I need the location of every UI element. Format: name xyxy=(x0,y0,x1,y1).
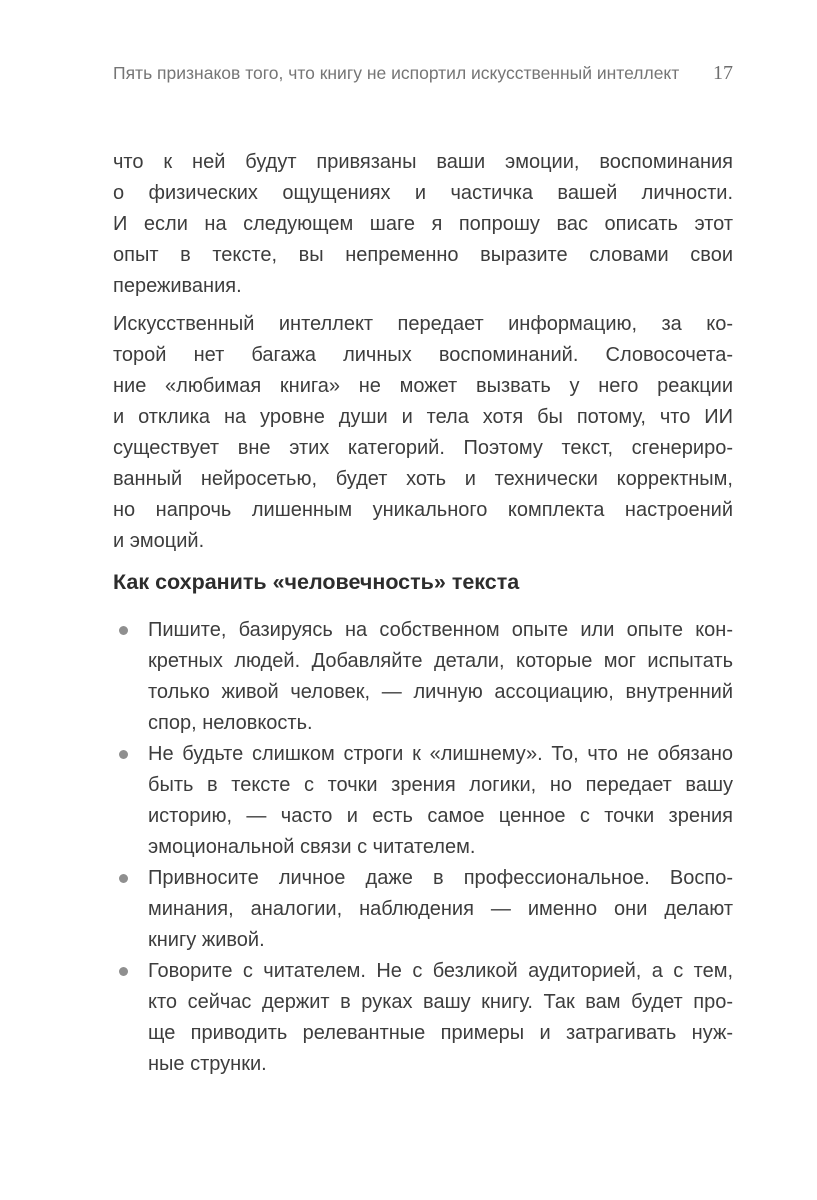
text-line: кто сейчас держит в руках вашу книгу. Так вам будет про- xyxy=(148,990,733,1013)
text-line: ные струнки. xyxy=(148,1052,267,1075)
text-line: кретных людей. Добавляйте детали, которые мог испытать xyxy=(148,649,733,672)
text-line: но напрочь лишенным уникального комплекта настроений xyxy=(113,499,733,521)
paragraph xyxy=(113,309,733,557)
text-line: торой нет багажа личных воспоминаний. Словосочета- xyxy=(113,344,733,366)
text-line: минания, аналогии, наблюдения — именно они делают xyxy=(148,897,733,920)
text-line: Искусственный интеллект передает информацию, за ко- xyxy=(113,313,733,335)
paragraph xyxy=(113,147,733,302)
text-line: ние «любимая книга» не может вызвать у него реакции xyxy=(113,375,733,397)
bullet-dot-icon xyxy=(119,750,128,759)
text-line: Не будьте слишком строги к «лишнему». То, что не обязано xyxy=(148,742,733,765)
text-line: ванный нейросетью, будет хоть и технически корректным, xyxy=(113,468,733,490)
text-line: спор, неловкость. xyxy=(148,711,313,734)
list-item-text xyxy=(148,863,733,956)
text-line: Привносите личное даже в профессиональное. Воспо- xyxy=(148,866,733,889)
page-number: 17 xyxy=(713,62,733,84)
text-line: о физических ощущениях и частичка вашей личности. xyxy=(113,182,733,204)
text-line: эмоциональной связи с читателем. xyxy=(148,835,476,858)
page-content xyxy=(113,0,733,1080)
list-item xyxy=(113,615,733,739)
bullet-dot-icon xyxy=(119,967,128,976)
bullet-list xyxy=(113,615,733,1080)
text-line: И если на следующем шаге я попрошу вас описать этот xyxy=(113,213,733,235)
list-item xyxy=(113,739,733,863)
text-line: Пишите, базируясь на собственном опыте или опыте кон- xyxy=(148,618,733,641)
text-line: опыт в тексте, вы непременно выразите словами свои xyxy=(113,244,733,266)
bullet-dot-icon xyxy=(119,626,128,635)
text-line: и эмоций. xyxy=(113,530,205,552)
text-line: и отклика на уровне души и тела хотя бы потому, что ИИ xyxy=(113,406,733,428)
list-item-text xyxy=(148,956,733,1080)
text-line: переживания. xyxy=(113,275,242,297)
list-item xyxy=(113,956,733,1080)
list-item-text xyxy=(148,615,733,739)
bullet-dot-icon xyxy=(119,874,128,883)
text-line: историю, — часто и есть самое ценное с точки зрения xyxy=(148,804,733,827)
text-line: книгу живой. xyxy=(148,928,265,951)
running-header xyxy=(113,62,733,84)
list-item-text xyxy=(148,739,733,863)
text-line: что к ней будут привязаны ваши эмоции, воспоминания xyxy=(113,151,733,173)
section-heading: Как сохранить «человечность» текста xyxy=(113,570,520,594)
list-item xyxy=(113,863,733,956)
text-line: существует вне этих категорий. Поэтому текст, сгенериро- xyxy=(113,437,733,459)
text-line: быть в тексте с точки зрения логики, но передает вашу xyxy=(148,773,733,796)
text-line: ще приводить релевантные примеры и затрагивать нуж- xyxy=(148,1021,733,1044)
text-line: Говорите с читателем. Не с безликой аудиторией, а с тем, xyxy=(148,959,733,982)
running-header-title: Пять признаков того, что книгу не испортил искусственный интеллект xyxy=(113,63,680,83)
text-line: только живой человек, — личную ассоциацию, внутренний xyxy=(148,680,733,703)
